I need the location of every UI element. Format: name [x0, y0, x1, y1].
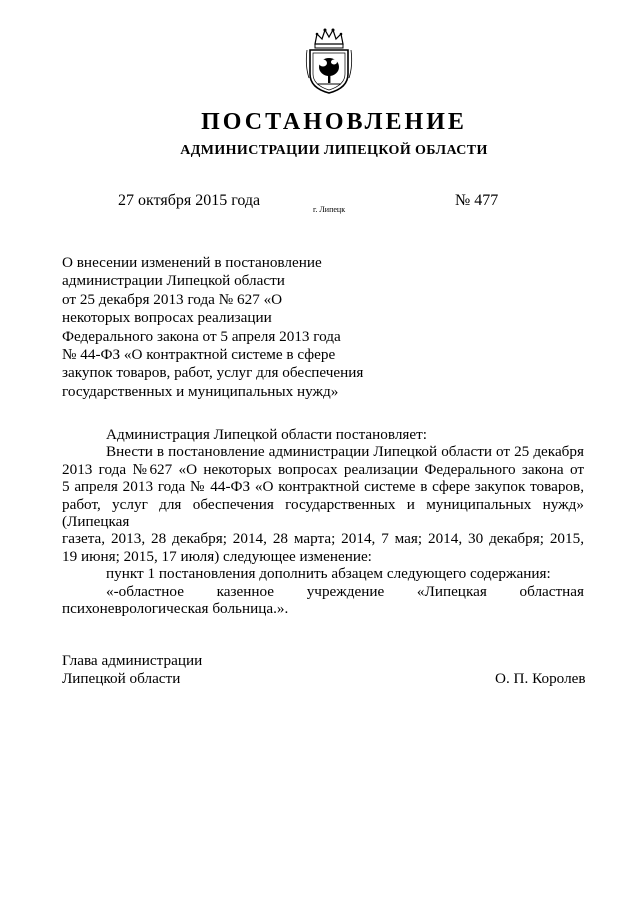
- coat-of-arms-icon: [303, 26, 355, 96]
- subject-line: администрации Липецкой области: [62, 272, 285, 290]
- main-paragraph-line: 5 апреля 2013 года № 44-ФЗ «О контрактной системе в сфере закупок товаров,: [62, 478, 584, 496]
- document-date: 27 октября 2015 года: [118, 192, 261, 209]
- subject-line: от 25 декабря 2013 года № 627 «О: [62, 290, 283, 308]
- subject-line: некоторых вопросах реализации: [62, 309, 272, 327]
- document-title: ПОСТАНОВЛЕНИЕ: [201, 109, 467, 135]
- main-paragraph-line: 2013 года №627 «О некоторых вопросах реализации Федерального закона от: [62, 460, 584, 478]
- point-paragraph: пункт 1 постановления дополнить абзацем следующего содержания:: [106, 565, 551, 583]
- document-subtitle: АДМИНИСТРАЦИИ ЛИПЕЦКОЙ ОБЛАСТИ: [180, 143, 488, 158]
- main-paragraph-line: 19 июня; 2015, 17 июля) следующее изменение:: [62, 547, 372, 565]
- document-number: № 477: [455, 192, 499, 209]
- quote-line: «-областное казенное учреждение «Липецкая областная: [106, 582, 584, 600]
- document-subject: [62, 254, 402, 401]
- subject-line: № 44-ФЗ «О контрактной системе в сфере: [62, 346, 336, 364]
- document-body: [62, 426, 584, 617]
- signer-position: [62, 652, 202, 688]
- main-paragraph-line: газета, 2013, 28 декабря; 2014, 28 марта; 2014, 7 мая; 2014, 30 декабря; 2015,: [62, 530, 584, 548]
- main-paragraph-line: Внести в постановление администрации Липецкой области от 25 декабря: [106, 443, 584, 461]
- quote-line: психоневрологическая больница.».: [62, 600, 289, 618]
- signer-name: О. П. Королев: [495, 670, 586, 687]
- subject-line: Федерального закона от 5 апреля 2013 года: [62, 327, 341, 345]
- resolution-intro: Администрация Липецкой области постановляет:: [106, 426, 427, 443]
- subject-line: О внесении изменений в постановление: [62, 254, 322, 271]
- subject-line: закупок товаров, работ, услуг для обеспечения: [62, 364, 364, 382]
- signer-position-line: Глава администрации: [62, 652, 203, 669]
- subject-line: государственных и муниципальных нужд»: [62, 382, 339, 400]
- document-city: г. Липецк: [313, 205, 346, 214]
- main-paragraph-line: работ, услуг для обеспечения государственных и муниципальных нужд» (Липецкая: [62, 495, 584, 531]
- signer-position-line: Липецкой области: [62, 670, 181, 687]
